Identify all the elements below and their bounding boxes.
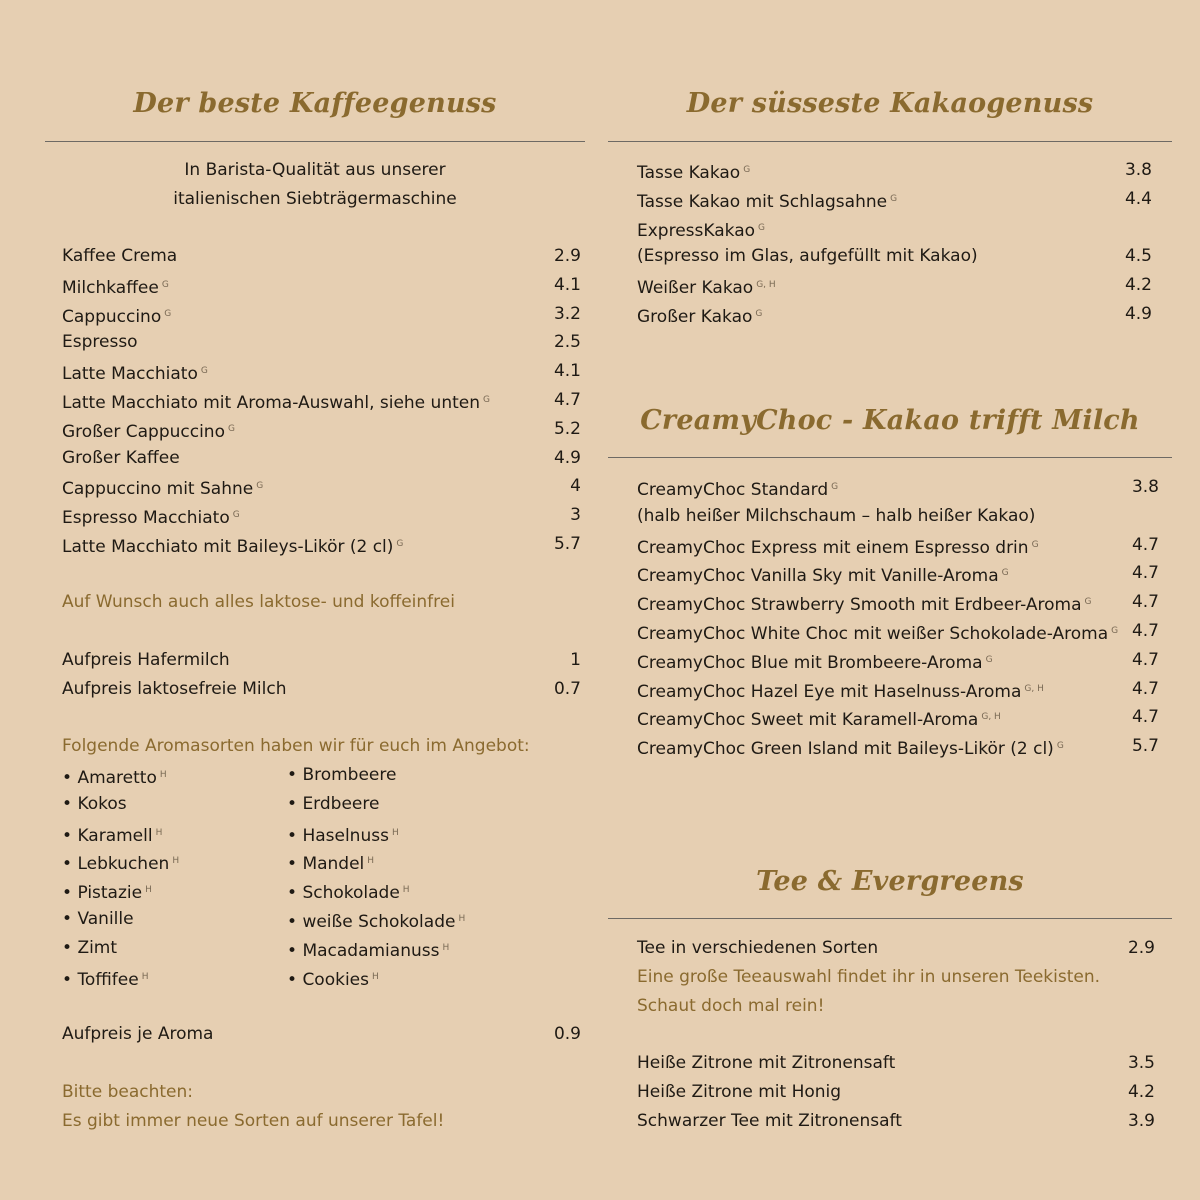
item-price: 4.2 <box>1124 275 1152 296</box>
aroma-item <box>62 876 152 905</box>
aroma-item <box>287 761 396 790</box>
aroma-item <box>62 905 134 934</box>
aroma-name: Toffifee <box>77 969 139 990</box>
bullet-icon: • <box>287 940 303 961</box>
item-price: 2.9 <box>553 246 581 266</box>
allergen-tag: H <box>155 827 163 838</box>
menu-item-row <box>62 472 581 501</box>
menu-item-row <box>62 444 581 473</box>
item-price: 4.7 <box>1131 563 1159 584</box>
item-price: 3 <box>570 505 581 526</box>
allergen-tag: G <box>256 481 264 492</box>
bullet-icon: • <box>287 765 303 785</box>
aroma-item <box>287 876 410 905</box>
bullet-icon: • <box>62 854 78 875</box>
menu-item-row <box>62 300 581 329</box>
item-name: Weißer Kakao $^{G, H}$ <box>637 278 776 299</box>
menu-item-row <box>62 646 581 675</box>
allergen-tag: H <box>372 971 379 982</box>
item-name: CreamyChoc Express mit einem Espresso drin $^G$ <box>637 537 1039 558</box>
allergen-tag: H <box>145 885 152 896</box>
menu-item-row <box>62 357 581 386</box>
menu-item-row <box>62 328 581 357</box>
item-name: (halb heißer Milchschaum – halb heißer Kakao) <box>637 505 1036 526</box>
item-name: CreamyChoc Sweet mit Karamell-Aroma $^{G, H}$ <box>637 710 1001 731</box>
menu-item-row <box>637 185 1152 214</box>
aroma-name: Lebkuchen <box>77 854 170 875</box>
menu-item-row <box>637 588 1159 617</box>
aroma-name: Mandel <box>302 854 365 875</box>
item-name: ExpressKakao $^G$ <box>637 220 765 241</box>
item-price: 5.2 <box>553 418 581 439</box>
item-name: Espresso Macchiato $^G$ <box>62 508 240 529</box>
allergen-tag: G <box>164 308 172 319</box>
menu-item-row <box>637 271 1152 300</box>
item-name: Heiße Zitrone mit Zitronensaft <box>637 1053 896 1073</box>
item-price: 4.7 <box>1131 534 1159 555</box>
allergen-tag: G <box>755 309 763 319</box>
menu-item-row <box>62 675 581 704</box>
allergen-tag: G <box>200 366 208 377</box>
item-price: 4.9 <box>1124 304 1152 324</box>
item-name: Kaffee Crema <box>62 246 178 266</box>
tea-title-divider <box>608 918 1172 919</box>
allergen-tag: G <box>396 539 404 549</box>
aroma-name: Karamell <box>77 825 153 846</box>
bullet-icon: • <box>62 937 78 958</box>
aroma-item <box>287 847 374 876</box>
cocoa-title-divider <box>608 141 1172 142</box>
bullet-icon: • <box>62 793 78 814</box>
coffee-intro-line-2: italienischen Siebträgermaschine <box>173 189 457 209</box>
menu-item-row <box>637 675 1159 704</box>
aroma-item <box>287 819 399 848</box>
item-name: Latte Macchiato mit Baileys-Likör (2 cl) $^G$ <box>62 537 404 557</box>
bullet-icon: • <box>287 854 303 875</box>
aroma-name: Amaretto <box>77 768 157 788</box>
menu-item-row <box>637 646 1159 675</box>
item-name: CreamyChoc Standard $^G$ <box>637 480 839 500</box>
allergen-tag: H <box>159 770 167 780</box>
item-name: Großer Kakao $^G$ <box>637 307 763 327</box>
aroma-item <box>62 819 162 848</box>
menu-item-row <box>637 300 1152 329</box>
item-name: Tasse Kakao $^G$ <box>637 163 751 183</box>
item-name: Heiße Zitrone mit Honig <box>637 1081 842 1102</box>
allergen-tag: G, H <box>756 280 776 291</box>
bullet-icon: • <box>287 825 303 846</box>
item-price: 5.7 <box>1131 736 1159 757</box>
item-price: 3.2 <box>553 303 581 324</box>
menu-item-row <box>637 1078 1155 1107</box>
item-name: Espresso <box>62 332 138 353</box>
allergen-tag: G <box>758 222 765 233</box>
aroma-name: Pistazie <box>77 883 143 904</box>
item-price: 4 <box>570 476 581 497</box>
tea-note-line-1: Eine große Teeauswahl findet ihr in unseren Teekisten. <box>637 967 1101 987</box>
allergen-tag: H <box>442 942 450 953</box>
aroma-item <box>287 934 449 963</box>
item-price: 4.7 <box>553 390 581 410</box>
aroma-item <box>62 934 117 963</box>
menu-item-row <box>637 502 1159 531</box>
item-price: 3.8 <box>1124 160 1152 180</box>
menu-item-row <box>637 1107 1155 1136</box>
aroma-item <box>287 905 465 934</box>
item-name: Latte Macchiato $^G$ <box>62 364 208 385</box>
aroma-name: Erdbeere <box>302 793 380 814</box>
allergen-tag: G <box>232 510 240 521</box>
aroma-name: Haselnuss <box>302 825 389 846</box>
aroma-heading: Folgende Aromasorten haben wir für euch im Angebot: <box>62 736 530 756</box>
menu-item-row <box>62 386 581 415</box>
allergen-tag: G <box>831 482 839 492</box>
bullet-icon: • <box>287 793 303 814</box>
item-price: 4.7 <box>1131 649 1159 670</box>
aroma-name: Vanille <box>77 909 134 929</box>
allergen-tag: G <box>161 279 169 290</box>
allergen-tag: H <box>458 914 466 924</box>
lactose-note: Auf Wunsch auch alles laktose- und koffeinfrei <box>62 592 455 612</box>
creamy-section-title: CreamyChoc - Kakao trifft Milch <box>640 405 1140 436</box>
aroma-name: weiße Schokolade <box>302 912 456 932</box>
aroma-name: Macadamianuss <box>302 940 440 961</box>
menu-item-row <box>637 559 1159 588</box>
item-price: 3.5 <box>1127 1053 1155 1073</box>
item-name: Schwarzer Tee mit Zitronensaft <box>637 1110 902 1131</box>
allergen-tag: G, H <box>981 712 1001 723</box>
item-name: Aufpreis Hafermilch <box>62 650 230 670</box>
menu-item-row <box>637 1049 1155 1078</box>
allergen-tag: G <box>890 193 898 204</box>
aroma-name: Brombeere <box>302 765 397 785</box>
item-name: Aufpreis laktosefreie Milch <box>62 678 287 699</box>
item-name: Latte Macchiato mit Aroma-Auswahl, siehe unten $^G$ <box>62 393 490 413</box>
note-heading: Bitte beachten: <box>62 1082 193 1102</box>
aroma-item <box>62 790 127 819</box>
allergen-tag: H <box>141 971 149 982</box>
allergen-tag: G, H <box>1024 683 1044 694</box>
item-price: 4.9 <box>553 447 581 468</box>
item-name: Tasse Kakao mit Schlagsahne $^G$ <box>637 191 898 212</box>
aroma-item <box>287 963 379 992</box>
item-price: 4.1 <box>553 274 581 295</box>
allergen-tag: G <box>985 654 993 665</box>
menu-item-row <box>637 214 1152 243</box>
aroma-name: Kokos <box>77 793 127 814</box>
menu-item-row <box>62 242 581 271</box>
item-price: 3.8 <box>1131 477 1159 497</box>
item-price: 2.5 <box>553 332 581 353</box>
aroma-item <box>62 963 148 992</box>
menu-item-row <box>637 732 1159 761</box>
item-price: 4.7 <box>1131 621 1159 641</box>
tea-note-line-2: Schaut doch mal rein! <box>637 996 825 1016</box>
item-name: Aufpreis je Aroma <box>62 1024 214 1044</box>
bullet-icon: • <box>62 768 78 788</box>
item-name: Großer Kaffee <box>62 447 180 468</box>
item-price: 4.7 <box>1131 678 1159 699</box>
aroma-name: Zimt <box>77 937 118 958</box>
item-name: Cappuccino mit Sahne $^G$ <box>62 479 264 500</box>
menu-item-row <box>637 531 1159 560</box>
item-price: 0.9 <box>553 1024 581 1044</box>
item-name: CreamyChoc Vanilla Sky mit Vanille-Aroma $^G$ <box>637 566 1009 587</box>
menu-item-row <box>637 703 1159 732</box>
allergen-tag: G <box>1031 539 1039 550</box>
tea-section-title: Tee & Evergreens <box>756 866 1024 897</box>
item-name: CreamyChoc Hazel Eye mit Haselnuss-Aroma $^{G, H}$ <box>637 681 1044 702</box>
item-price: 4.5 <box>1124 246 1152 267</box>
aroma-item <box>287 790 379 819</box>
bullet-icon: • <box>62 909 78 929</box>
note-text: Es gibt immer neue Sorten auf unserer Tafel! <box>62 1111 445 1131</box>
menu-item-row <box>637 156 1152 185</box>
menu-item-row <box>637 473 1159 502</box>
allergen-tag: G <box>1084 597 1092 608</box>
allergen-tag: G <box>743 165 751 175</box>
item-price: 1 <box>570 650 581 670</box>
allergen-tag: H <box>391 827 399 838</box>
item-name: CreamyChoc Blue mit Brombeere-Aroma $^G$ <box>637 652 993 673</box>
allergen-tag: G <box>228 423 235 434</box>
aroma-item <box>62 847 179 876</box>
menu-item-row <box>62 501 581 530</box>
allergen-tag: G <box>1111 626 1119 636</box>
item-price: 4.2 <box>1127 1081 1155 1102</box>
allergen-tag: G <box>1056 741 1064 752</box>
coffee-section-title: Der beste Kaffeegenuss <box>133 88 497 119</box>
aroma-item <box>62 761 167 790</box>
menu-item-row <box>637 617 1159 646</box>
bullet-icon: • <box>62 883 78 904</box>
aroma-name: Schokolade <box>302 883 400 904</box>
allergen-tag: H <box>367 856 375 867</box>
item-name: Tee in verschiedenen Sorten <box>637 938 879 958</box>
menu-item-row <box>62 530 581 559</box>
creamy-title-divider <box>608 457 1172 458</box>
item-name: (Espresso im Glas, aufgefüllt mit Kakao) <box>637 246 978 267</box>
bullet-icon: • <box>62 825 78 846</box>
allergen-tag: G <box>483 395 490 405</box>
item-name: CreamyChoc Green Island mit Baileys-Likör (2 cl) $^G$ <box>637 739 1064 760</box>
item-name: CreamyChoc Strawberry Smooth mit Erdbeer-Aroma $^G$ <box>637 595 1092 616</box>
tea-first-row <box>637 934 1155 963</box>
aroma-price-row <box>62 1020 581 1049</box>
coffee-title-divider <box>45 141 585 142</box>
item-price: 4.4 <box>1124 188 1152 209</box>
menu-item-row <box>62 415 581 444</box>
item-price: 4.7 <box>1131 592 1159 613</box>
allergen-tag: H <box>172 856 180 867</box>
bullet-icon: • <box>62 969 78 990</box>
allergen-tag: H <box>402 885 410 896</box>
item-price: 2.9 <box>1127 938 1155 958</box>
item-price: 4.1 <box>553 361 581 382</box>
allergen-tag: G <box>1001 568 1009 579</box>
item-name: Cappuccino $^G$ <box>62 306 172 327</box>
item-name: Milchkaffee $^G$ <box>62 277 169 298</box>
bullet-icon: • <box>287 969 303 990</box>
bullet-icon: • <box>287 883 303 904</box>
menu-item-row <box>62 271 581 300</box>
item-name: CreamyChoc White Choc mit weißer Schokolade-Aroma $^G$ <box>637 624 1119 644</box>
item-price: 0.7 <box>553 678 581 699</box>
item-price: 3.9 <box>1127 1110 1155 1131</box>
bullet-icon: • <box>287 912 303 932</box>
cocoa-section-title: Der süsseste Kakaogenuss <box>686 88 1094 119</box>
aroma-name: Cookies <box>302 969 369 990</box>
item-price: 5.7 <box>553 534 581 554</box>
coffee-intro-line-1: In Barista-Qualität aus unserer <box>184 160 446 180</box>
menu-item-row <box>637 242 1152 271</box>
item-name: Großer Cappuccino $^G$ <box>62 421 235 442</box>
item-price: 4.7 <box>1131 707 1159 728</box>
